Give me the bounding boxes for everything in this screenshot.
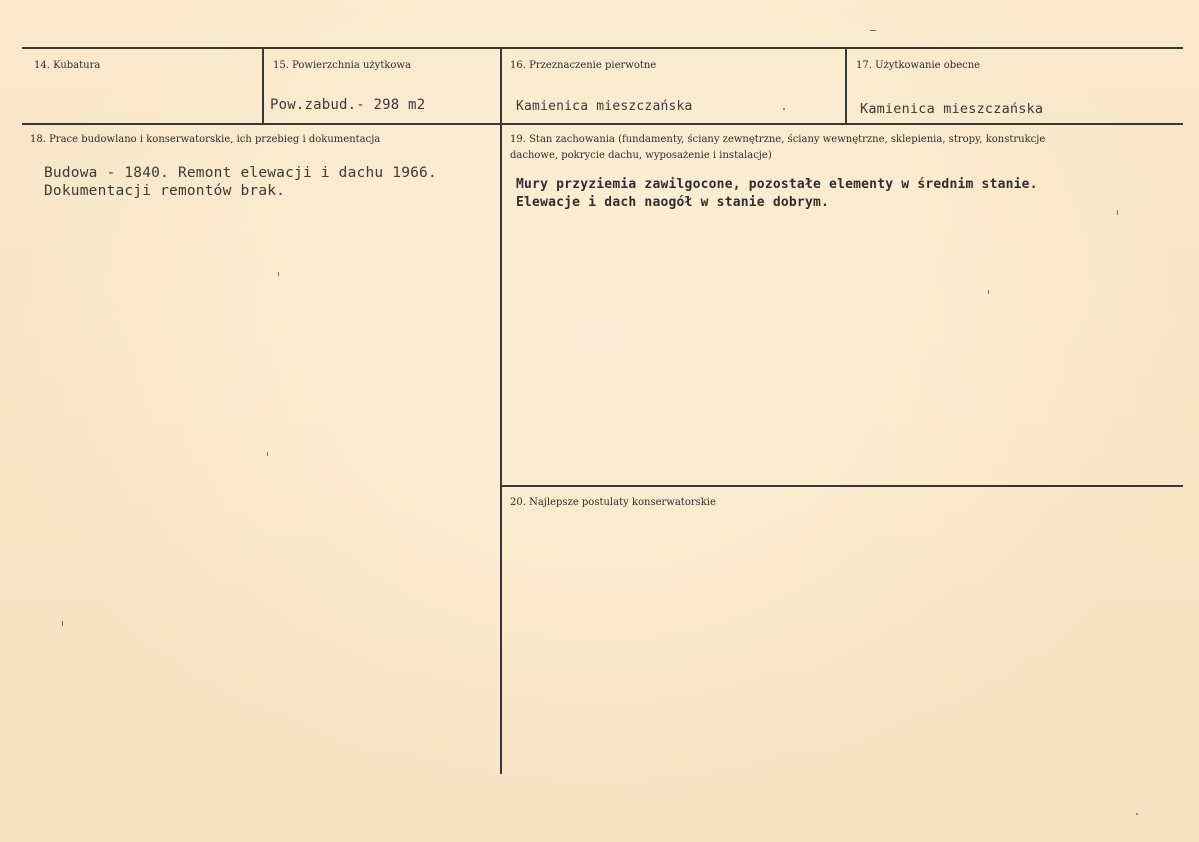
field-15-value: Pow.zabud.- 298 m2 bbox=[270, 97, 426, 113]
field-19-label-line-1: 19. Stan zachowania (fundamenty, ściany zewnętrzne, ściany wewnętrzne, sklepienia, stropy, konstrukcje bbox=[510, 134, 1046, 145]
field-16-label: 16. Przeznaczenie pierwotne bbox=[510, 60, 657, 71]
field-14-label: 14. Kubatura bbox=[34, 60, 101, 71]
field-19-line-2: Elewacje i dach naogół w stanie dobrym. bbox=[516, 195, 830, 210]
field-16-value: Kamienica mieszczańska bbox=[516, 99, 693, 114]
scan-speck bbox=[1117, 210, 1118, 215]
col-divider-1 bbox=[262, 47, 264, 125]
scan-speck bbox=[278, 272, 279, 276]
field-19-value bbox=[516, 176, 1038, 212]
row-divider bbox=[22, 123, 1183, 125]
field-18-line-2: Dokumentacji remontów brak. bbox=[44, 183, 286, 199]
field-15-label: 15. Powierzchnia użytkowa bbox=[273, 60, 411, 71]
col-divider-3 bbox=[845, 47, 847, 125]
field-19-label-line-2: dachowe, pokrycie dachu, wyposażenie i instalacje) bbox=[510, 150, 772, 161]
scan-speck bbox=[783, 108, 785, 110]
field-17-label: 17. Użytkowanie obecne bbox=[856, 60, 981, 71]
col-divider-2 bbox=[500, 47, 502, 774]
scan-speck bbox=[62, 621, 63, 626]
top-rule bbox=[22, 47, 1183, 49]
field-19-label bbox=[510, 132, 1160, 164]
field-17-value: Kamienica mieszczańska bbox=[860, 101, 1044, 117]
field-18-label: 18. Prace budowlano i konserwatorskie, ich przebieg i dokumentacja bbox=[30, 134, 381, 145]
field-20-label: 20. Najlepsze postulaty konserwatorskie bbox=[510, 497, 716, 508]
section-divider-right bbox=[502, 485, 1183, 487]
scan-speck bbox=[870, 30, 876, 31]
scan-speck bbox=[1136, 813, 1138, 815]
field-18-line-1: Budowa - 1840. Remont elewacji i dachu 1966. bbox=[44, 165, 437, 181]
field-18-value bbox=[44, 164, 437, 200]
scan-speck bbox=[267, 452, 268, 456]
scan-speck bbox=[988, 290, 989, 294]
field-19-line-1: Mury przyziemia zawilgocone, pozostałe elementy w średnim stanie. bbox=[516, 177, 1038, 192]
